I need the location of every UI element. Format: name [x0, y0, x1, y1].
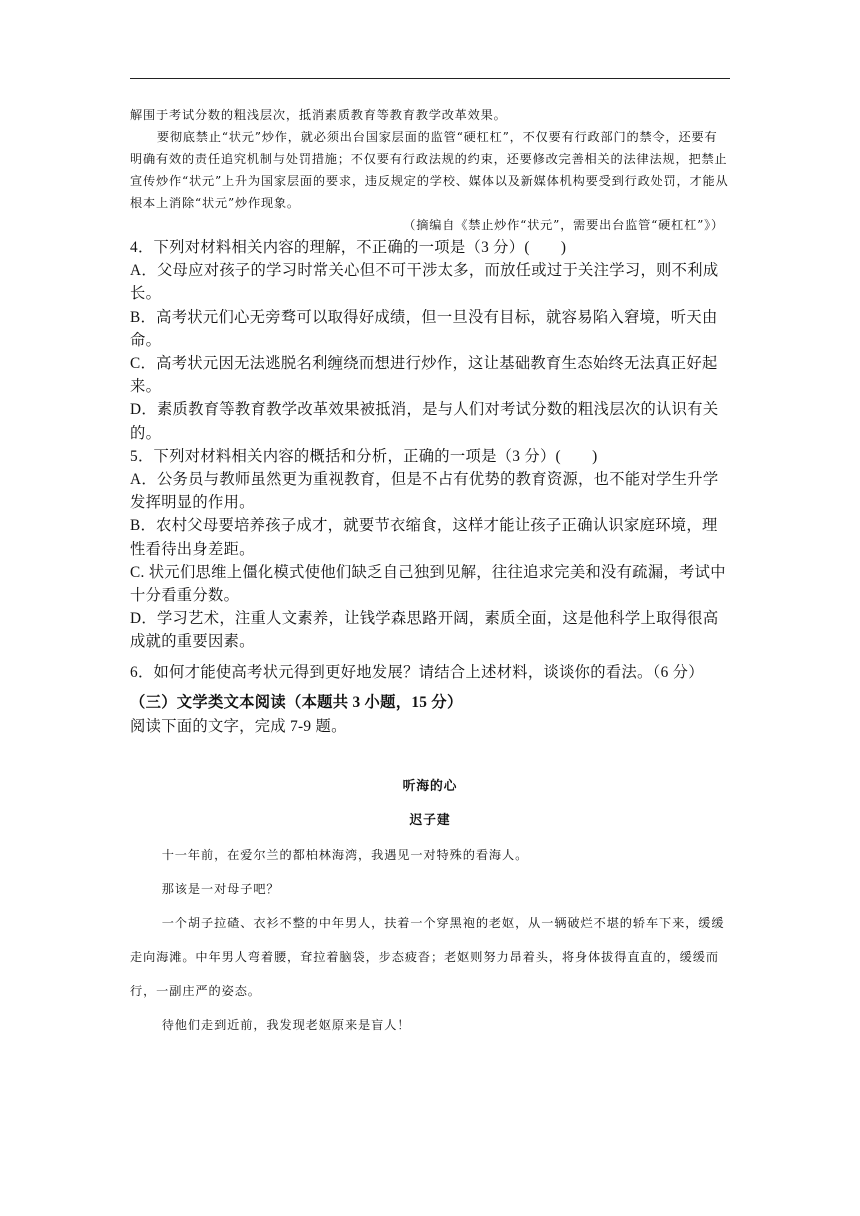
q4-option-d: D．素质教育等教育教学改革效果被抵消，是与人们对考试分数的粗浅层次的认识有关的。: [130, 401, 719, 442]
story-paragraph: 待他们走到近前，我发现老妪原来是盲人！: [161, 1018, 411, 1032]
material-source: （摘编自《禁止炒作“状元”，需要出台监管“硬杠杠”》）: [403, 218, 724, 232]
q5-option-d: D．学习艺术，注重人文素养，让钱学森思路开阔，素质全面，这是他科学上取得很高成就的重要因素。: [130, 610, 719, 651]
q5-option-a: A．公务员与教师虽然更为重视教育，但是不占有优势的教育资源，也不能对学生升学发挥明显的作用。: [130, 471, 719, 512]
q4-option-c: C．高考状元因无法逃脱名利缠绕而想进行炒作，这让基础教育生态始终无法真正好起来。: [130, 355, 718, 396]
questions: [130, 236, 730, 738]
q5-option-c: C. 状元们思维上僵化模式使他们缺乏自己独到见解，往往追求完美和没有疏漏，考试中十分看重分数。: [130, 563, 726, 605]
story-paragraph: 十一年前，在爱尔兰的都柏林海湾，我遇见一对特殊的看海人。: [161, 848, 529, 862]
material-paragraph: 要彻底禁止“状元”炒作，就必须出台国家层面的监管“硬杠杠”，不仅要有行政部门的禁令，还要有明确有效的责任追究机制与处罚措施；不仅要有行政法规的约束，还要修改完善相关的法律法规，把禁止宣传炒作“状元”上升为国家层面的要求，违反规定的学校、媒体以及新媒体机构要受到行政处罚，才能从根本上消除“状元”炒作现象。: [130, 130, 729, 210]
section-heading: （三）文学类文本阅读（本题共 3 小题，15 分）: [130, 693, 463, 711]
q4-stem: 4．下列对材料相关内容的理解，不正确的一项是（3 分）( ): [130, 239, 567, 256]
story: [130, 770, 730, 1042]
story-title: 听海的心: [402, 779, 458, 794]
q5-option-b: B．农村父母要培养孩子成才，就要节衣缩食，这样才能让孩子正确认识家庭环境，理性看待出身差距。: [130, 517, 718, 558]
story-paragraph: 一个胡子拉碴、衣衫不整的中年男人，扶着一个穿黑袍的老妪，从一辆破烂不堪的轿车下来，缓缓走向海滩。中年男人弯着腰，耷拉着脑袋，步态疲沓；老妪则努力昂着头，将身体拔得直直的，缓缓而行，一副庄严的姿态。: [130, 916, 725, 998]
material-line-top: 解围于考试分数的粗浅层次，抵消素质教育等教育教学改革效果。: [130, 108, 507, 122]
q4-option-a: A．父母应对孩子的学习时常关心但不可干涉太多，而放任或过于关注学习，则不利成长。: [130, 262, 719, 303]
q6-stem: 6．如何才能使高考状元得到更好地发展？请结合上述材料，谈谈你的看法。（6 分）: [130, 663, 704, 681]
section-instruction: 阅读下面的文字，完成 7-9 题。: [130, 717, 347, 735]
story-author: 迟子建: [409, 813, 451, 828]
reading-material: [130, 104, 730, 236]
q4-option-b: B．高考状元们心无旁骛可以取得好成绩，但一旦没有目标，就容易陷入窘境，听天由命。: [130, 308, 718, 349]
story-paragraph: 那该是一对母子吧？: [161, 882, 280, 896]
q5-stem: 5．下列对材料相关内容的概括和分析，正确的一项是（3 分）( ): [130, 447, 598, 465]
header-rule: [130, 78, 730, 79]
